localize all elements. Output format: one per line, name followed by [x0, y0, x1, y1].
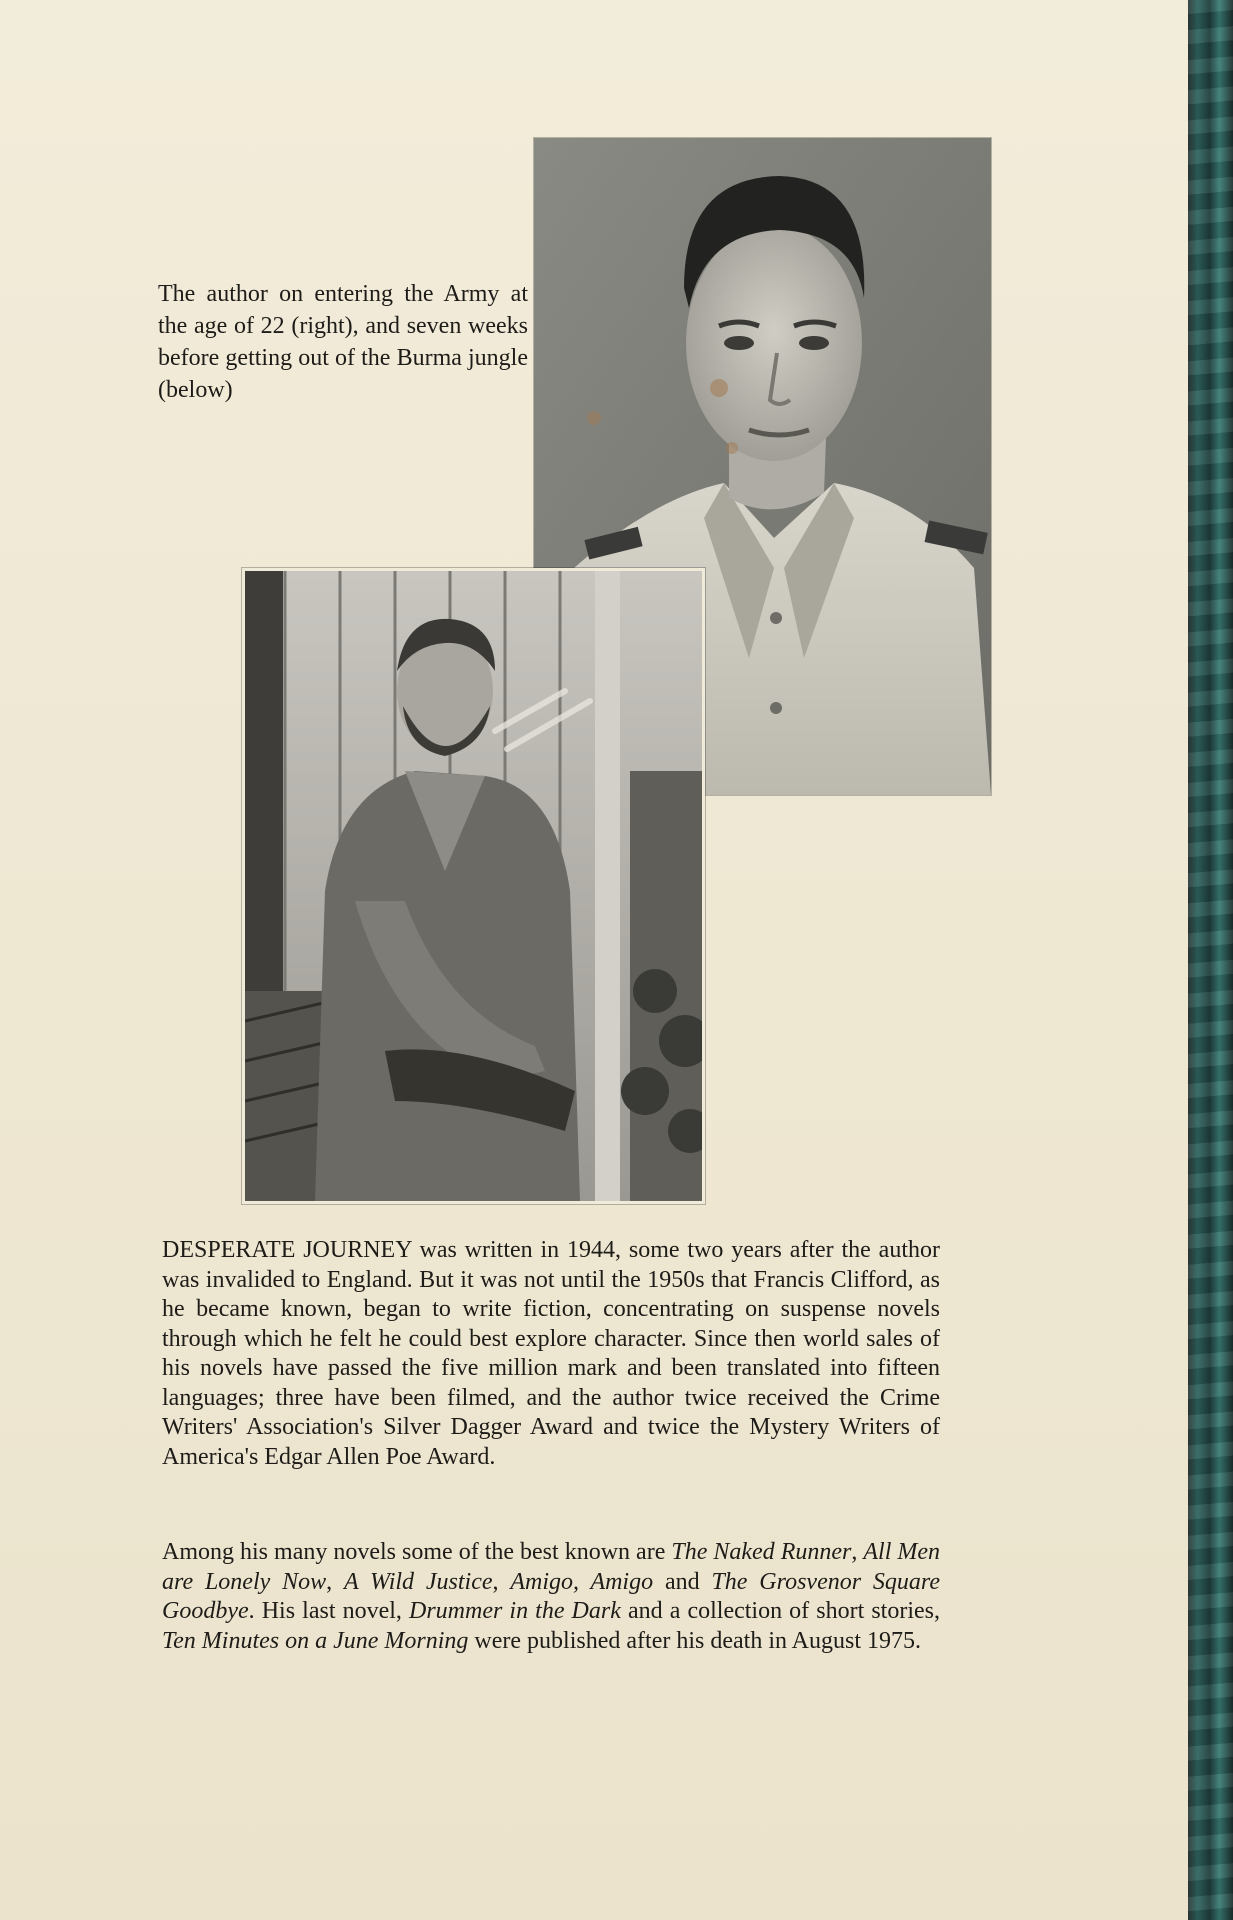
- book-title-the-naked-runner: The Naked Runner: [671, 1539, 852, 1565]
- book-title-a-wild-justice: A Wild Justice: [343, 1568, 493, 1595]
- bio-text-5: and: [653, 1568, 712, 1595]
- bio-paragraph-2: [162, 1538, 940, 1656]
- bio-paragraph-1: DESPERATE JOURNEY was written in 1944, some two years after the author was invalided to England. But it was not until the 1950s that Francis Clifford, as he became known, began to write fiction, concentrating on suspense novels through which he felt he could best explore character. Since then world sales of his novels have passed the five million mark and been translated into fifteen languages; three have been filmed, and the author twice received the Crime Writers' Association's Silver Dagger Award and twice the Mystery Writers of America's Edgar Allen Poe Award.: [162, 1237, 940, 1470]
- bio-text-3: ,: [326, 1568, 344, 1595]
- bio-text-6: . His last novel,: [248, 1598, 409, 1624]
- bio-text-1: Among his many novels some of the best known are: [162, 1539, 672, 1565]
- book-title-ten-minutes-on-a-june-morning: Ten Minutes on a June Morning: [162, 1627, 469, 1654]
- photo-caption: The author on entering the Army at the age of 22 (right), and seven weeks before getting out of the Burma jungle (below): [158, 281, 528, 403]
- bio-text-4: ,: [492, 1568, 511, 1595]
- book-title-amigo-amigo: Amigo, Amigo: [510, 1568, 654, 1595]
- book-title-grosvenor-square-goodbye: The Grosvenor Square Goodbye: [162, 1568, 941, 1624]
- bio-text-7: and a collection of short stories,: [620, 1598, 940, 1624]
- book-title-drummer-in-the-dark: Drummer in the Dark: [408, 1598, 621, 1624]
- bio-text-2: ,: [851, 1539, 864, 1565]
- bio-text-8: were published after his death in August 1975.: [468, 1627, 921, 1654]
- book-spine-edge: [1188, 0, 1233, 1920]
- author-jungle-photo: [242, 568, 705, 1204]
- book-title-all-men-are-lonely-now: All Men are Lonely Now: [162, 1539, 941, 1595]
